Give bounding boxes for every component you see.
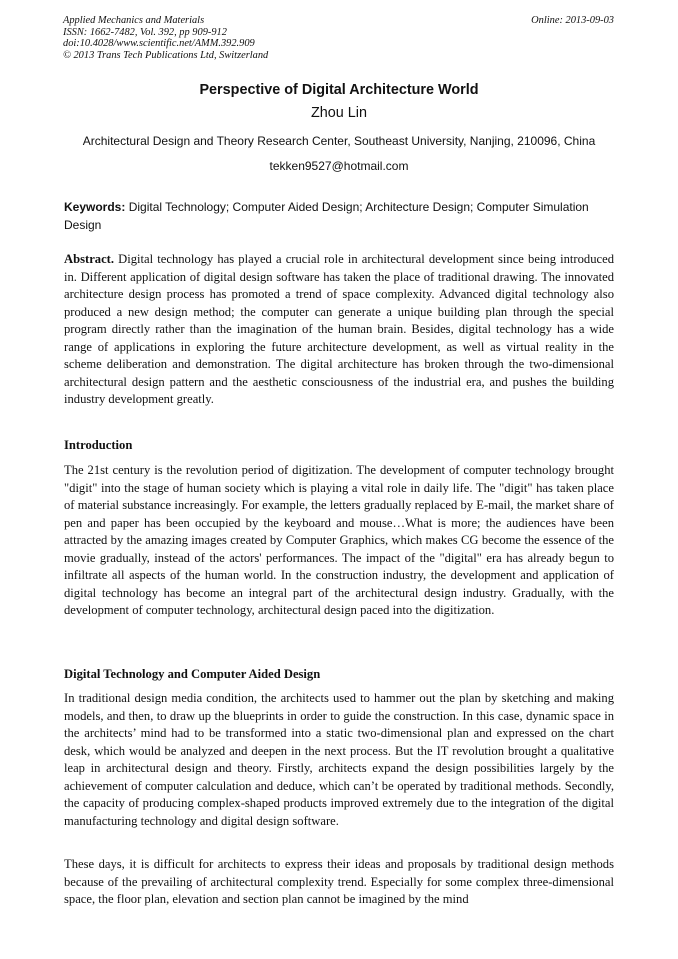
- section-heading-introduction: Introduction: [64, 438, 133, 452]
- keywords-text: Digital Technology; Computer Aided Design; Architecture Design; Computer Simulation Design: [64, 200, 589, 232]
- abstract: [64, 251, 614, 409]
- issn-line: ISSN: 1662-7482, Vol. 392, pp 909-912: [63, 26, 227, 38]
- doi-line: doi:10.4028/www.scientific.net/AMM.392.909: [63, 38, 255, 49]
- online-date: Online: 2013-09-03: [531, 15, 614, 26]
- author-email: tekken9527@hotmail.com: [269, 159, 409, 173]
- paper-title: Perspective of Digital Architecture World: [199, 82, 479, 98]
- digital-technology-paragraph-1: In traditional design media condition, the architects used to hammer out the plan by sketching and making models, and then, to draw up the blueprints in order to guide the construction. In this case, dynamic space in the architects’ mind had to be transformed into a static two-dimensional plan and expressed on the chart desk, which would be analyzed and deepen in the next process. But the IT revolution brought a qualitative leap in architectural design and theory. Firstly, architects expand the design possibilities largely by the achievement of computer calculation and deduce, which can’t be operated by traditional methods. Secondly, the capacity of producing complex-shaped products improved extremely due to the integration of the digital manufacturing technology and digital design software.: [64, 691, 614, 828]
- section-heading-digital-technology: Digital Technology and Computer Aided Design: [64, 667, 321, 681]
- abstract-text: Digital technology has played a crucial role in architectural development since being introduced in. Different application of digital design software has taken the place of traditional drawing. The innovated architecture design process has promoted a trend of space complexity. Advanced digital technology also produced a new design method; the computer can generate a unique building plan through the special program directly rather than the imagination of the human brain. Besides, digital technology has a wide range of applications in exploring the future architecture development, as well as virtual reality in the scheme deliberation and demonstration. The digital architecture has broken through the two-dimensional architectural design pattern and the aesthetic consciousness of the industrial era, and pushes the building industry development greatly.: [64, 252, 614, 406]
- author-name: Zhou Lin: [310, 105, 367, 121]
- keywords-label: Keywords:: [64, 200, 126, 214]
- digital-technology-paragraph-2: These days, it is difficult for architects to express their ideas and proposals by traditional design methods because of the prevailing of architectural complexity trend. Especially for some complex three-dimensional space, the floor plan, elevation and section plan cannot be imagined by the mind: [64, 857, 614, 906]
- keywords: [64, 198, 615, 234]
- author-affiliation: Architectural Design and Theory Research Center, Southeast University, Nanjing, 210096, China: [82, 134, 596, 148]
- copyright-line: © 2013 Trans Tech Publications Ltd, Switzerland: [63, 49, 269, 61]
- journal-name: Applied Mechanics and Materials: [63, 15, 205, 26]
- abstract-label: Abstract.: [64, 252, 115, 266]
- introduction-paragraph: The 21st century is the revolution period of digitization. The development of computer technology brought "digit" into the stage of human society which is playing a vital role in daily life. The "digit" has taken place of material substance increasingly. For example, the letters gradually replaced by E-mail, the market share of pen and paper has been occupied by the keyboard and mouse…What is more; the audiences have been attracted by the amazing images created by Computer Graphics, which makes CG become the essence of the movie gradually, instead of the actors' performances. The impact of the "digital" era has already begun to infiltrate all aspects of the human world. In the construction industry, the development and application of digital technology has become an integral part of the architectural design industry. Gradually, with the development of computer technology, architectural design paced into the digitization.: [64, 463, 614, 617]
- journal-header: [63, 15, 268, 61]
